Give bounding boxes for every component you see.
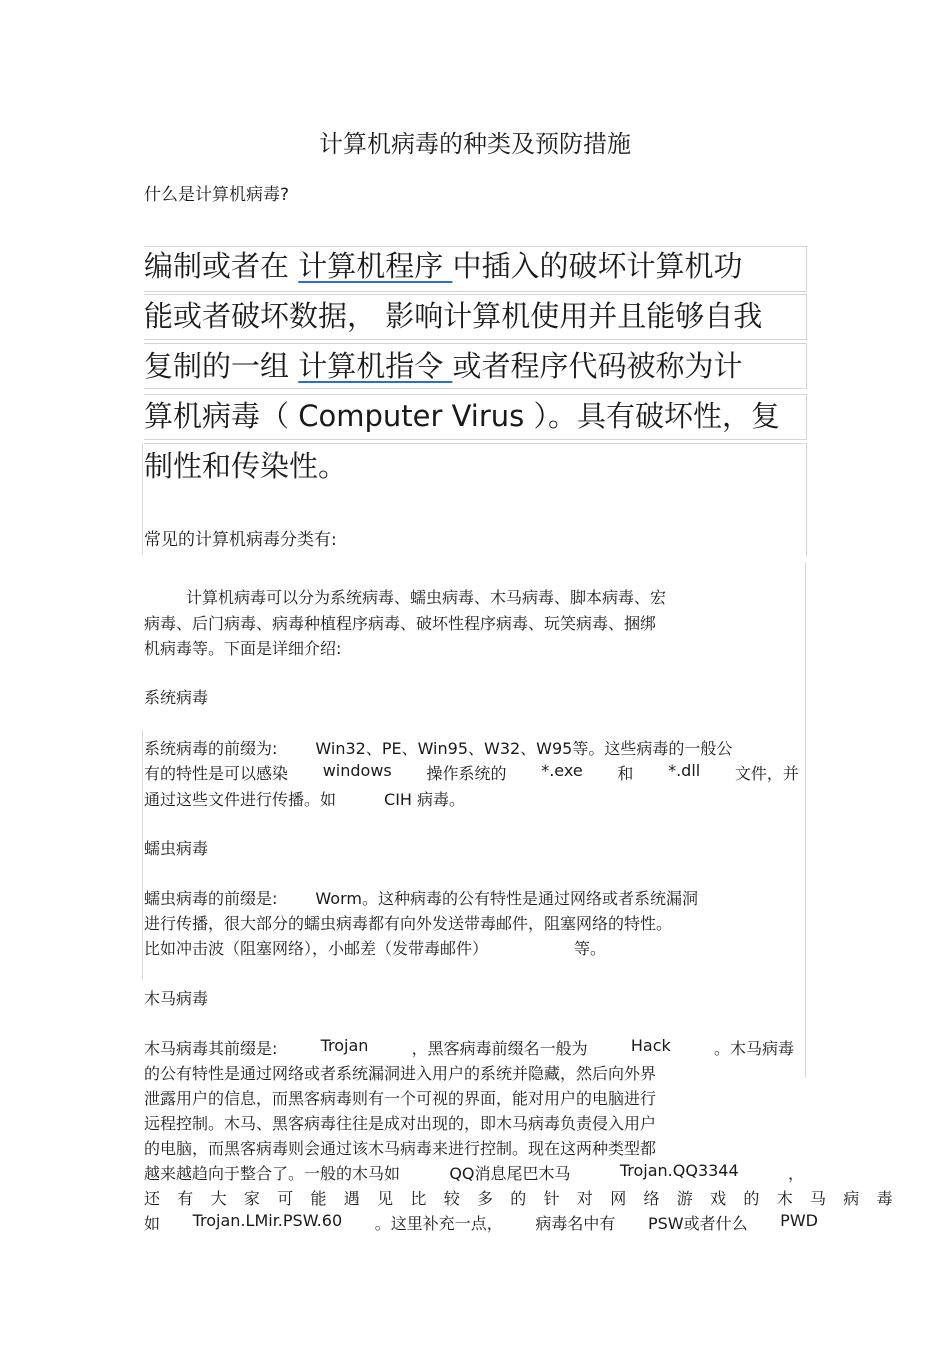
trojan-text: 越来越趋向于整合了。一般的木马如 bbox=[144, 1164, 401, 1183]
trojan-line-3: 泄露用户的信息，而黑客病毒则有一个可视的界面，能对用户的电脑进行 bbox=[144, 1089, 657, 1108]
worm-text: 蠕虫病毒的前缀是: bbox=[144, 889, 278, 908]
left-rule bbox=[142, 730, 143, 980]
trojan-text: ， bbox=[787, 1164, 804, 1183]
worm-line-3 bbox=[144, 936, 606, 959]
link-computer-instruction[interactable]: 计算机指令 bbox=[298, 349, 453, 383]
definition-line-5: 制性和传染性。 bbox=[144, 449, 348, 483]
system-text: windows bbox=[322, 761, 392, 780]
intro-line-3: 机病毒等。下面是详细介绍: bbox=[144, 639, 342, 658]
definition-text: 编制或者在 bbox=[144, 249, 299, 283]
system-text: Win32、PE、Win95、W32、W95等。这些病毒的一般公 bbox=[315, 739, 733, 758]
link-computer-program[interactable]: 计算机程序 bbox=[298, 249, 453, 283]
trojan-text: Trojan bbox=[320, 1036, 369, 1055]
trojan-text: 如 bbox=[144, 1214, 161, 1233]
system-text: 通过这些文件进行传播。如 bbox=[144, 790, 337, 809]
definition-line-3 bbox=[144, 346, 742, 386]
system-text: *.dll bbox=[668, 761, 701, 780]
trojan-text: Hack bbox=[630, 1036, 671, 1055]
trojan-text: QQ消息尾巴木马 bbox=[449, 1164, 571, 1183]
trojan-text: 木马病毒其前缀是: bbox=[144, 1039, 278, 1058]
system-line-2 bbox=[144, 761, 799, 784]
system-line-1 bbox=[144, 736, 732, 759]
worm-text: 比如冲击波（阻塞网络），小邮差（发带毒邮件） bbox=[144, 939, 489, 958]
definition-line-1 bbox=[144, 246, 742, 286]
system-text: 操作系统的 bbox=[426, 764, 507, 783]
trojan-text: Trojan.LMir.PSW.60 bbox=[192, 1211, 343, 1230]
trojan-text: 。这里补充一点， bbox=[374, 1214, 503, 1233]
heading-system-virus: 系统病毒 bbox=[144, 688, 209, 707]
trojan-line-1 bbox=[144, 1036, 794, 1059]
system-text: CIH 病毒。 bbox=[384, 790, 466, 809]
worm-text: 等。 bbox=[574, 939, 607, 958]
system-text: 文件，并 bbox=[734, 764, 799, 783]
trojan-text: PSW或者什么 bbox=[647, 1214, 748, 1233]
definition-text: 中插入的破坏计算机功 bbox=[452, 249, 743, 283]
trojan-line-6 bbox=[144, 1161, 804, 1184]
definition-line-4: 算机病毒（ Computer Virus ）。具有破坏性，复 bbox=[144, 399, 780, 433]
question-categories: 常见的计算机病毒分类有: bbox=[144, 530, 337, 550]
trojan-text: 病毒名中有 bbox=[535, 1214, 616, 1233]
system-text: 有的特性是可以感染 bbox=[144, 764, 289, 783]
definition-rule bbox=[142, 443, 143, 555]
system-line-3 bbox=[144, 787, 465, 810]
trojan-line-8 bbox=[144, 1211, 818, 1234]
question-what-is-virus: 什么是计算机病毒? bbox=[144, 185, 290, 205]
trojan-text: 。木马病毒 bbox=[713, 1039, 794, 1058]
intro-line-2: 病毒、后门病毒、病毒种植程序病毒、破坏性程序病毒、玩笑病毒、捆绑 bbox=[144, 614, 657, 633]
definition-text: 复制的一组 bbox=[144, 349, 299, 383]
worm-text: Worm。这种病毒的公有特性是通过网络或者系统漏洞 bbox=[315, 889, 698, 908]
worm-line-2: 进行传播，很大部分的蠕虫病毒都有向外发送带毒邮件，阻塞网络的特性。 bbox=[144, 914, 673, 933]
system-text: 和 bbox=[617, 764, 634, 783]
system-text: 系统病毒的前缀为: bbox=[144, 739, 278, 758]
trojan-text: PWD bbox=[780, 1211, 818, 1230]
heading-worm-virus: 蠕虫病毒 bbox=[144, 839, 209, 858]
worm-line-1 bbox=[144, 886, 698, 909]
intro-line-1: 计算机病毒可以分为系统病毒、蠕虫病毒、木马病毒、脚本病毒、宏 bbox=[186, 588, 667, 607]
trojan-text: Trojan.QQ3344 bbox=[619, 1161, 739, 1180]
system-text: *.exe bbox=[541, 761, 583, 780]
right-rule bbox=[805, 562, 806, 1078]
trojan-line-5: 的电脑，而黑客病毒则会通过该木马病毒来进行控制。现在这两种类型都 bbox=[144, 1139, 657, 1158]
trojan-text: ，黑客病毒前缀名一般为 bbox=[411, 1039, 588, 1058]
heading-trojan-virus: 木马病毒 bbox=[144, 989, 209, 1008]
document-title: 计算机病毒的种类及预防措施 bbox=[319, 130, 631, 158]
trojan-line-4: 远程控制。木马、黑客病毒往往是成对出现的，即木马病毒负责侵入用户 bbox=[144, 1114, 657, 1133]
definition-line-2: 能或者破坏数据， 影响计算机使用并且能够自我 bbox=[144, 299, 763, 333]
trojan-line-7: 还有大家可能遇见比较多的针对网络游戏的木马病毒 bbox=[144, 1189, 910, 1208]
trojan-line-2: 的公有特性是通过网络或者系统漏洞进入用户的系统并隐藏，然后向外界 bbox=[144, 1064, 657, 1083]
definition-text: 或者程序代码被称为计 bbox=[452, 349, 743, 383]
